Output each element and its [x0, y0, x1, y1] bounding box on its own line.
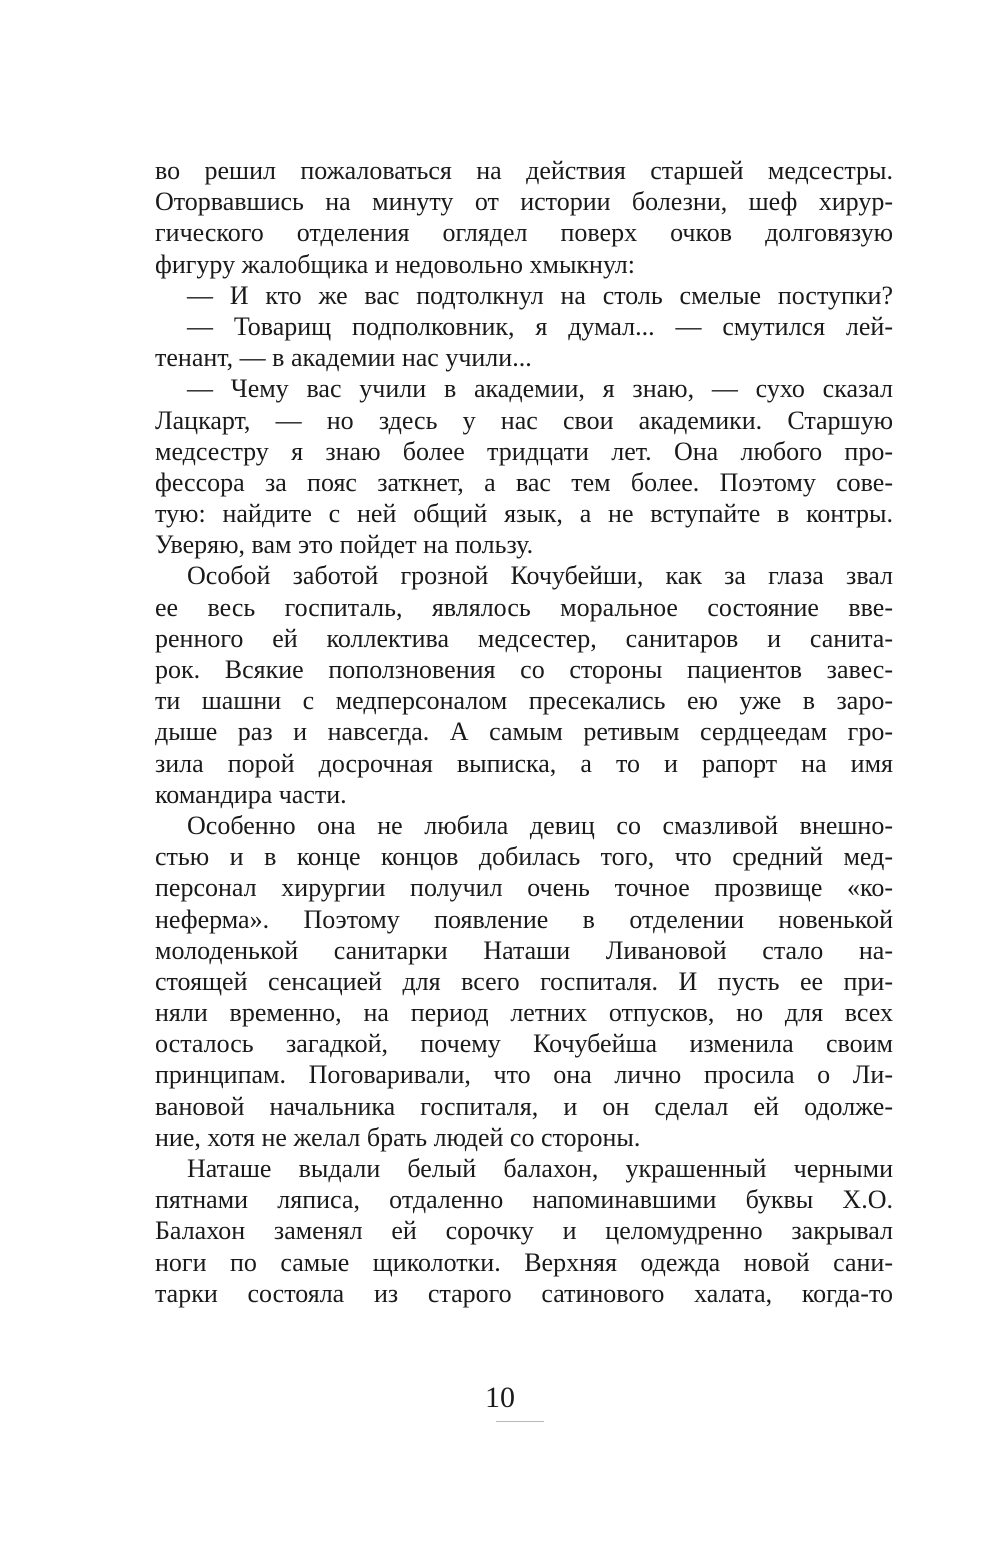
text-line: тую: найдите с ней общий язык, а не вступайте в контры.: [155, 499, 893, 529]
text-line: тенант, — в академии нас учили...: [155, 343, 532, 373]
text-line: няли временно, на период летних отпусков, но для всех: [155, 998, 893, 1028]
text-line: Наташе выдали белый балахон, украшенный черными: [187, 1154, 893, 1183]
text-line: молоденькой санитарки Наташи Ливановой стало на-: [155, 935, 893, 965]
text-line: Оторвавшись на минуту от истории болезни, шеф хирур-: [155, 187, 893, 217]
text-line: дыше раз и навсегда. А самым ретивым сердцеедам гро-: [155, 717, 893, 747]
text-line: принципам. Поговаривали, что она лично просила о Ли-: [155, 1060, 893, 1090]
page-number-rule: [496, 1421, 544, 1422]
text-line: неферма». Поэтому появление в отделении новенькой: [155, 904, 893, 934]
text-line: тарки состояла из старого сатинового халата, когда-то: [155, 1278, 893, 1308]
text-line: фигуру жалобщика и недовольно хмыкнул:: [155, 249, 636, 279]
text-line: вановой начальника госпиталя, и он сделал ей одолже-: [155, 1091, 893, 1121]
text-line: Балахон заменял ей сорочку и целомудренно закрывал: [155, 1216, 893, 1246]
text-line: стью и в конце концов добилась того, что средний мед-: [155, 842, 893, 872]
text-line: осталось загадкой, почему Кочубейша изменила своим: [155, 1029, 893, 1059]
text-line: ренного ей коллектива медсестер, санитаров и санита-: [155, 623, 893, 653]
page-number: 10: [485, 1381, 515, 1414]
text-line: зила порой досрочная выписка, а то и рапорт на имя: [155, 748, 893, 778]
text-line: ее весь госпиталь, являлось моральное состояние вве-: [155, 592, 893, 622]
text-line: пятнами ляписа, отдаленно напоминавшими буквы Х.О.: [155, 1185, 893, 1215]
text-line: Особой заботой грозной Кочубейши, как за глаза звал: [187, 561, 893, 591]
text-line: во решил пожаловаться на действия старшей медсестры.: [155, 156, 893, 185]
text-line: стоящей сенсацией для всего госпиталя. И пусть ее при-: [155, 966, 893, 996]
text-line: Особенно она не любила девиц со смазливой внешно-: [187, 810, 893, 840]
text-line: ти шашни с медперсоналом пресекались ею уже в заро-: [155, 686, 893, 716]
text-line: командира части.: [155, 779, 347, 809]
text-line: — Товарищ подполковник, я думал... — смутился лей-: [187, 311, 893, 341]
text-line: ние, хотя не желал брать людей со стороны.: [155, 1122, 641, 1152]
text-line: гического отделения оглядел поверх очков долговязую: [155, 218, 893, 248]
text-line: Уверяю, вам это пойдет на пользу.: [155, 530, 534, 560]
text-line: ноги по самые щиколотки. Верхняя одежда новой сани-: [155, 1247, 893, 1277]
text-line: персонал хирургии получил очень точное прозвище «ко-: [155, 873, 893, 903]
text-line: рок. Всякие поползновения со стороны пациентов завес-: [155, 655, 893, 684]
text-line: медсестру я знаю более тридцати лет. Она любого про-: [155, 436, 893, 466]
text-line: Лацкарт, — но здесь у нас свои академики. Старшую: [155, 405, 893, 435]
page-body: [155, 155, 893, 1309]
text-line: фессора за пояс заткнет, а вас тем более. Поэтому сове-: [155, 467, 893, 497]
text-line: — Чему вас учили в академии, я знаю, — сухо сказал: [187, 374, 893, 404]
text-line: — И кто же вас подтолкнул на столь смелые поступки?: [187, 280, 893, 310]
